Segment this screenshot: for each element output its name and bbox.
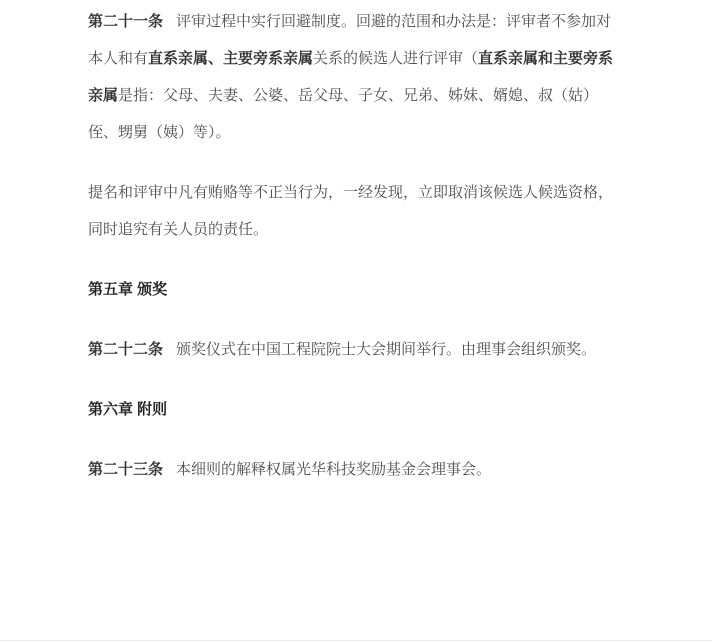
document-body [88, 3, 624, 511]
integrity-paragraph-text: 提名和评审中凡有贿赂等不正当行为，一经发现，立即取消该候选人候选资格，同时追究有关人员的责任。 [88, 184, 614, 238]
integrity-paragraph [88, 174, 624, 248]
article-22-text: 颁奖仪式在中国工程院院士大会期间举行。由理事会组织颁奖。 [176, 341, 597, 358]
chapter-6-heading: 第六章 附则 [88, 401, 168, 418]
article-23-text: 本细则的解释权属光华科技奖励基金会理事会。 [176, 461, 492, 478]
article-21-text-1: 评审过程中实行回避制度。回避的范围和办法是：评审者不参加对本人和有 [88, 13, 612, 67]
article-21-text-2: 关系的候选人进行评审（ [313, 50, 479, 67]
direct-relatives-term: 直系亲属、主要旁系亲属 [148, 50, 314, 67]
article-21-paragraph [88, 3, 624, 151]
article-22-label: 第二十二条 [88, 341, 164, 358]
article-21-text-3: 是指：父母、夫妻、公婆、岳父母、子女、兄弟、姊妹、婿媳、叔（姑）侄、甥舅（姨）等）。 [88, 87, 599, 141]
article-22-paragraph [88, 331, 624, 368]
chapter-5-heading: 第五章 颁奖 [88, 281, 168, 298]
article-21-label: 第二十一条 [88, 13, 164, 30]
article-23-label: 第二十三条 [88, 461, 164, 478]
bottom-divider [0, 640, 712, 641]
relatives-definition-term: 直系亲属和主要旁系亲属 [88, 50, 614, 104]
article-23-paragraph [88, 451, 624, 488]
